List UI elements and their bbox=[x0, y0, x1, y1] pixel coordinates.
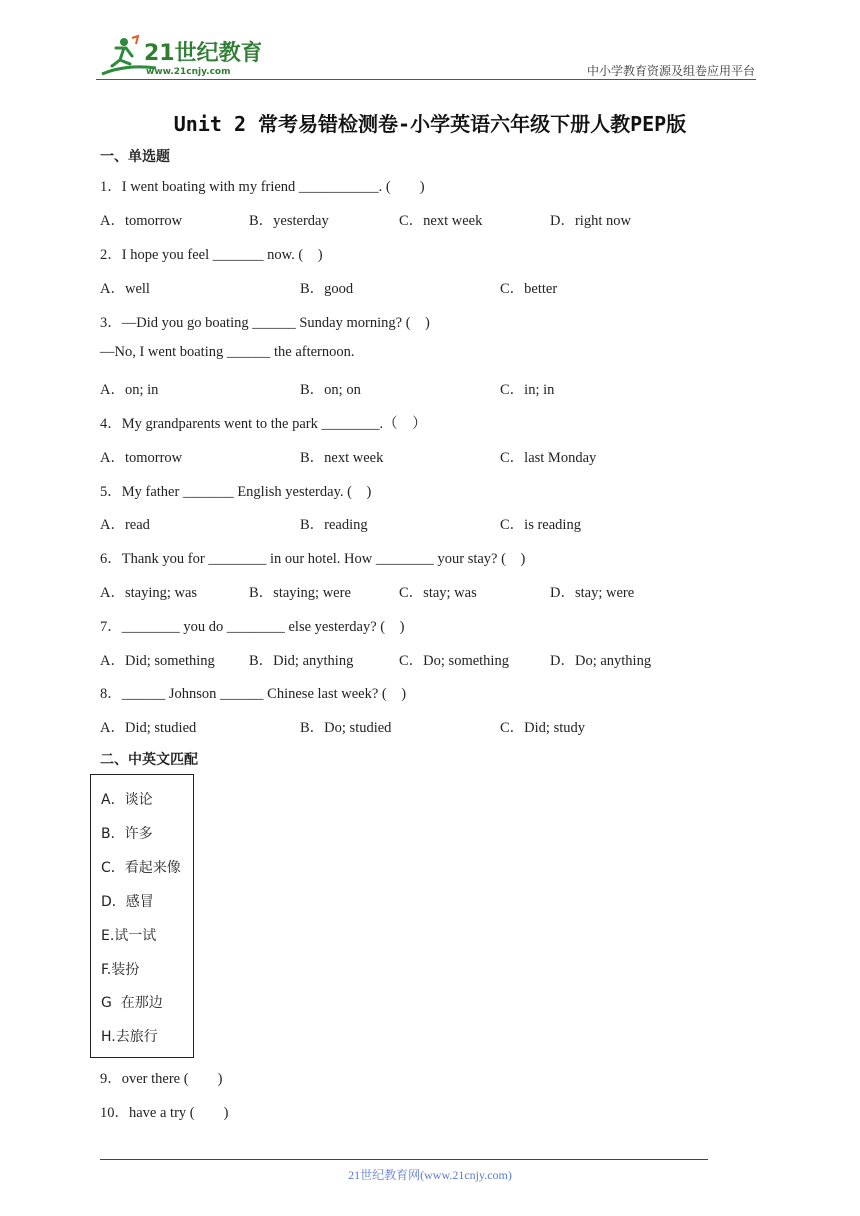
match-question-9: 9．over there ( ) bbox=[100, 1071, 223, 1087]
q5-option-a[interactable]: A．read bbox=[100, 517, 150, 533]
q2-option-b[interactable]: B．good bbox=[300, 281, 354, 297]
match-word-box bbox=[90, 774, 194, 1058]
match-item-f: F.装扮 bbox=[101, 962, 140, 978]
footer-link[interactable]: 21世纪教育网(www.21cnjy.com) bbox=[348, 1168, 512, 1182]
logo-text: 21世纪教育 bbox=[144, 41, 261, 66]
q4-option-a[interactable]: A．tomorrow bbox=[100, 450, 183, 466]
match-item-h: H.去旅行 bbox=[101, 1029, 158, 1045]
logo bbox=[96, 34, 261, 78]
question-7: 7．________ you do ________ else yesterday? ( ) bbox=[100, 619, 405, 635]
q4-option-c[interactable]: C．last Monday bbox=[500, 450, 597, 466]
question-4: 4．My grandparents went to the park ________.（ ） bbox=[100, 416, 427, 432]
match-item-d: D．感冒 bbox=[101, 894, 154, 910]
question-6: 6．Thank you for ________ in our hotel. How ________ your stay? ( ) bbox=[100, 551, 526, 567]
header-divider bbox=[96, 79, 756, 80]
question-5: 5．My father _______ English yesterday. ( ) bbox=[100, 484, 372, 500]
q5-option-b[interactable]: B．reading bbox=[300, 517, 368, 533]
footer-divider bbox=[100, 1159, 708, 1160]
q6-option-a[interactable]: A．staying; was bbox=[100, 585, 198, 601]
question-3-reply: —No, I went boating ______ the afternoon. bbox=[100, 344, 355, 360]
question-2: 2．I hope you feel _______ now. ( ) bbox=[100, 247, 323, 263]
q8-option-c[interactable]: C．Did; study bbox=[500, 720, 585, 736]
q7-option-b[interactable]: B．Did; anything bbox=[249, 653, 354, 669]
q2-option-a[interactable]: A．well bbox=[100, 281, 150, 297]
match-question-10: 10．have a try ( ) bbox=[100, 1105, 229, 1121]
q8-option-a[interactable]: A．Did; studied bbox=[100, 720, 197, 736]
question-1: 1．I went boating with my friend ___________. ( ) bbox=[100, 179, 425, 195]
match-item-e: E.试一试 bbox=[101, 928, 157, 944]
q4-option-b[interactable]: B．next week bbox=[300, 450, 384, 466]
question-3: 3．—Did you go boating ______ Sunday morning? ( ) bbox=[100, 315, 430, 331]
q1-option-a[interactable]: A．tomorrow bbox=[100, 213, 183, 229]
q8-option-b[interactable]: B．Do; studied bbox=[300, 720, 392, 736]
q7-option-a[interactable]: A．Did; something bbox=[100, 653, 215, 669]
q2-option-c[interactable]: C．better bbox=[500, 281, 558, 297]
logo-url: www.21cnjy.com bbox=[146, 67, 231, 77]
q6-option-b[interactable]: B．staying; were bbox=[249, 585, 351, 601]
q1-option-b[interactable]: B．yesterday bbox=[249, 213, 329, 229]
page-title: Unit 2 常考易错检测卷-小学英语六年级下册人教PEP版 bbox=[173, 112, 687, 136]
q1-option-d[interactable]: D．right now bbox=[550, 213, 631, 229]
q7-option-d[interactable]: D．Do; anything bbox=[550, 653, 652, 669]
match-item-g: G 在那边 bbox=[101, 995, 163, 1011]
runner-logo-icon bbox=[96, 34, 261, 78]
section-heading-matching: 二、中英文匹配 bbox=[100, 752, 198, 768]
q7-option-c[interactable]: C．Do; something bbox=[399, 653, 509, 669]
q6-option-d[interactable]: D．stay; were bbox=[550, 585, 635, 601]
q6-option-c[interactable]: C．stay; was bbox=[399, 585, 477, 601]
question-8: 8．______ Johnson ______ Chinese last week? ( ) bbox=[100, 686, 407, 702]
q3-option-a[interactable]: A．on; in bbox=[100, 382, 159, 398]
match-item-a: A．谈论 bbox=[101, 792, 153, 808]
q5-option-c[interactable]: C．is reading bbox=[500, 517, 581, 533]
q3-option-c[interactable]: C．in; in bbox=[500, 382, 555, 398]
match-item-c: C．看起来像 bbox=[101, 860, 181, 876]
section-heading-single-choice: 一、单选题 bbox=[100, 149, 170, 165]
q3-option-b[interactable]: B．on; on bbox=[300, 382, 361, 398]
header-platform-text: 中小学教育资源及组卷应用平台 bbox=[586, 64, 755, 78]
match-item-b: B．许多 bbox=[101, 826, 153, 842]
q1-option-c[interactable]: C．next week bbox=[399, 213, 483, 229]
